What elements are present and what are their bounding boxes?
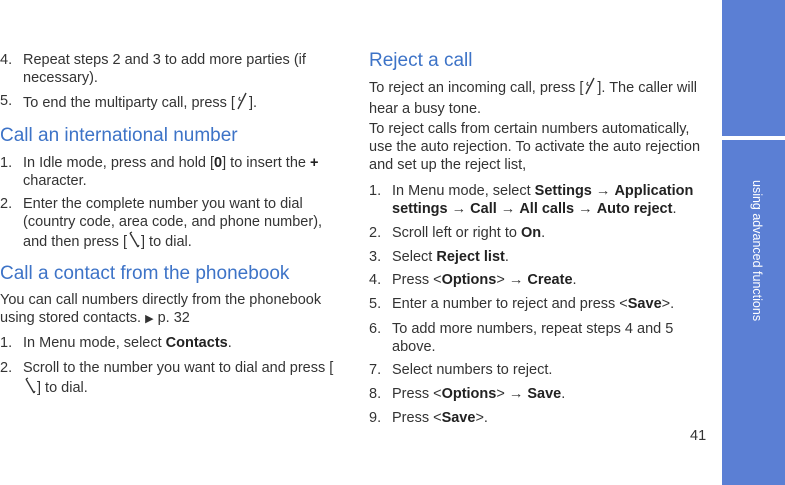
step-number: 9. <box>369 410 382 426</box>
step-text: ] to insert the <box>222 155 310 171</box>
step-text: To add more numbers, repeat steps 4 and 5 above. <box>392 321 674 355</box>
menu-label: On <box>520 225 542 241</box>
menu-label: Settings <box>534 183 592 199</box>
menu-label: Create <box>527 272 573 288</box>
softkey-label: Options <box>441 272 497 288</box>
softkey-label: Options <box>441 386 497 402</box>
step-number: 5. <box>369 296 382 312</box>
menu-label: Call <box>470 201 497 217</box>
step-text: Repeat steps 2 and 3 to add more parties (if necessary). <box>23 52 306 86</box>
step-text: . <box>227 335 232 351</box>
intro-paragraph: You can call numbers directly from the phonebook using stored contacts. ▶ p. 32 <box>0 292 322 326</box>
page-reference[interactable]: p. 32 <box>157 310 190 326</box>
step-number: 2. <box>0 360 13 376</box>
step-number: 3. <box>369 249 382 265</box>
step-text: In Idle mode, press and hold [ <box>23 155 215 171</box>
menu-label: Application settings <box>392 183 694 217</box>
step-text: Enter the complete number you want to dial (country code, area code, and phone number), and then press [ <box>23 196 323 250</box>
step-number: 4. <box>369 272 382 288</box>
step-number: 2. <box>0 196 13 212</box>
section-title: Call an international number <box>0 125 238 146</box>
chapter-label: using advanced functions <box>750 180 764 322</box>
dial-icon <box>128 231 140 254</box>
step-number: 7. <box>369 362 382 378</box>
step-number: 1. <box>0 335 13 351</box>
step-number: 6. <box>369 321 382 337</box>
softkey-label: Save <box>627 296 662 312</box>
page-reference-arrow-icon: ▶ <box>145 313 154 325</box>
section-title: Call a contact from the phonebook <box>0 263 290 284</box>
intro-paragraph: To reject an incoming call, press [ ]. The caller will hear a busy tone. <box>369 77 709 118</box>
step-number: 5. <box>0 93 13 109</box>
step-number: 2. <box>369 225 382 241</box>
key-label: + <box>309 155 319 171</box>
step-number: 4. <box>0 52 13 68</box>
end-call-icon <box>236 92 248 115</box>
step-text: ] to dial. <box>141 234 192 250</box>
step-text: ] to dial. <box>37 380 88 396</box>
end-call-icon <box>584 77 596 100</box>
step-text: In Menu mode, select <box>23 335 166 351</box>
step-text: Scroll to the number you want to dial and press [ <box>23 360 334 376</box>
menu-label: Reject list <box>436 249 505 265</box>
chapter-sidebar <box>722 0 785 485</box>
step-text: To end the multiparty call, press [ <box>23 95 235 111</box>
step-text: character. <box>23 173 87 189</box>
step-number: 8. <box>369 386 382 402</box>
softkey-label: Save <box>441 410 476 426</box>
step-number: 1. <box>0 155 13 171</box>
step-text: Select numbers to reject. <box>392 362 553 378</box>
menu-label: Contacts <box>165 335 228 351</box>
step-number: 1. <box>369 183 382 199</box>
section-title: Reject a call <box>369 50 473 71</box>
step-text: ]. <box>248 95 258 111</box>
menu-label: Save <box>527 386 562 402</box>
page-number: 41 <box>690 428 707 444</box>
sidebar-tab-top <box>722 0 785 136</box>
intro-paragraph: To reject calls from certain numbers automatically, use the auto rejection. To activate the auto rejection and set up the reject list, <box>369 121 701 173</box>
menu-label: All calls <box>519 201 575 217</box>
dial-icon <box>24 377 36 400</box>
menu-label: Auto reject <box>596 201 673 217</box>
key-label: 0 <box>214 155 223 171</box>
